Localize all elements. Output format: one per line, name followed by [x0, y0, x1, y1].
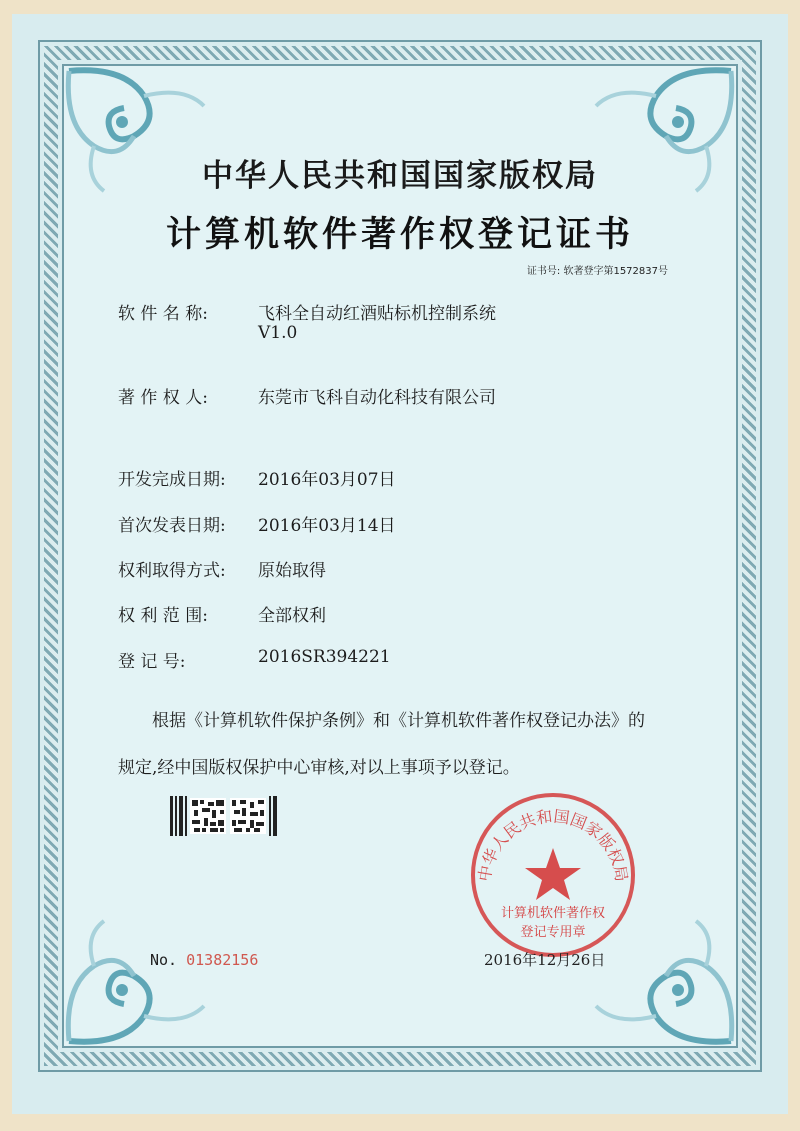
seal-top-text: 中华人民共和国国家版权局 [474, 806, 632, 883]
certificate-number [527, 262, 668, 277]
field-value-acquisition: 原始取得 [258, 561, 326, 581]
field-value-scope: 全部权利 [258, 606, 326, 626]
certificate-number-value: 软著登字第1572837号 [563, 266, 668, 277]
star-icon [525, 848, 581, 900]
field-value-publish-date: 2016年03月14日 [258, 516, 396, 536]
field-value-registration-no: 2016SR394221 [258, 647, 391, 667]
field-value-copyright-owner: 东莞市飞科自动化科技有限公司 [258, 388, 496, 408]
issue-date: 2016年12月26日 [484, 951, 606, 969]
seal-line2: 登记专用章 [520, 925, 586, 940]
corner-ornament-bottom-left [64, 916, 214, 1046]
serial-number-label: No. [150, 951, 178, 969]
seal-line1: 计算机软件著作权 [500, 906, 606, 921]
field-label-copyright-owner: 著 作 权 人: [118, 388, 208, 408]
issuer-title: 中华人民共和国国家版权局 [202, 158, 598, 194]
field-value-dev-date: 2016年03月07日 [258, 470, 396, 490]
certificate-title: 计算机软件著作权登记证书 [165, 215, 634, 255]
field-label-software-name: 软 件 名 称: [118, 304, 208, 324]
serial-number-value: 01382156 [186, 951, 259, 969]
barcode [170, 796, 278, 836]
field-value-software-name: 飞科全自动红酒贴标机控制系统 [258, 304, 496, 324]
field-label-publish-date: 首次发表日期: [118, 516, 226, 536]
field-value-software-version: V1.0 [258, 323, 298, 343]
field-label-scope: 权 利 范 围: [118, 606, 208, 626]
official-seal [468, 790, 638, 960]
serial-number [150, 951, 258, 969]
field-label-acquisition: 权利取得方式: [118, 561, 226, 581]
field-label-registration-no: 登 记 号: [118, 652, 186, 672]
field-label-dev-date: 开发完成日期: [118, 470, 226, 490]
certificate-number-label: 证书号: [526, 266, 561, 277]
body-text-line2: 规定,经中国版权保护中心审核,对以上事项予以登记。 [118, 758, 520, 778]
body-text-line1: 根据《计算机软件保护条例》和《计算机软件著作权登记办法》的 [152, 711, 645, 731]
